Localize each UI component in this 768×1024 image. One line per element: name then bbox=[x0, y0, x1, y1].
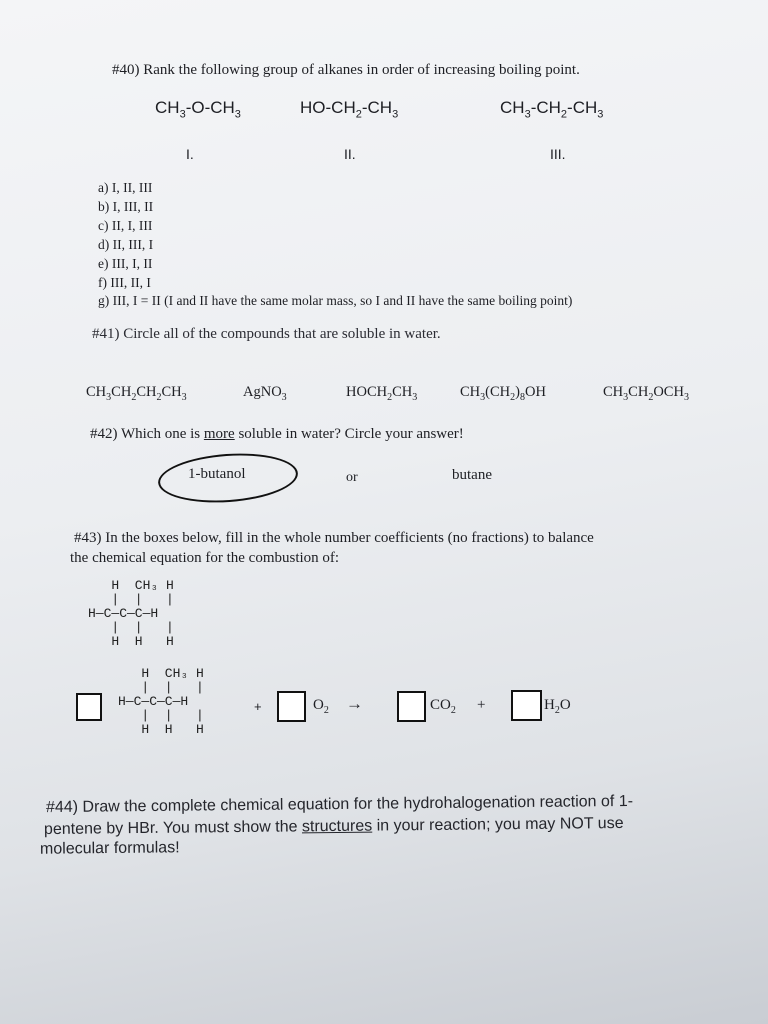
q41-compound-ether[interactable]: $CH_3CH_2OCH_3$ bbox=[603, 384, 689, 403]
coefficient-box-o2[interactable] bbox=[277, 691, 306, 722]
q41-prompt: #41) Circle all of the compounds that are soluble in water. bbox=[92, 326, 441, 342]
isobutane-structure-1: H CH₃ H | | | H—C—C—C—H | | | H H H bbox=[88, 578, 174, 649]
q44-line1: #44) Draw the complete chemical equation for the hydrohalogenation reaction of 1- bbox=[45, 792, 634, 817]
q42-choice-1-butanol[interactable]: 1-butanol bbox=[188, 466, 246, 482]
q43-prompt-line1: #43) In the boxes below, fill in the whole number coefficients (no fractions) to balance bbox=[74, 530, 594, 546]
q44-line2: pentene by HBr. You must show the structures in your reaction; you may NOT use bbox=[43, 814, 624, 839]
q43-prompt-line2: the chemical equation for the combustion of: bbox=[70, 550, 340, 566]
q40-compound-1: $CH_3-O-CH_3$ bbox=[155, 98, 241, 121]
q40-option-e[interactable]: e) III, I, II bbox=[98, 256, 153, 271]
q40-compound-2: $HO-CH_2-CH_3$ bbox=[300, 98, 399, 121]
plus-sign-1: + bbox=[254, 699, 262, 714]
q41-compound-ethanol[interactable]: $HOCH_2CH_3$ bbox=[346, 384, 418, 403]
plus-sign-2: + bbox=[477, 697, 486, 713]
q40-option-g[interactable]: g) III, I = II (I and II have the same molar mass, so I and II have the same boiling point) bbox=[98, 293, 573, 308]
q40-option-a[interactable]: a) I, II, III bbox=[98, 180, 153, 195]
o2-label: $O_2$ bbox=[313, 697, 329, 716]
q44-line3: molecular formulas! bbox=[39, 839, 180, 858]
q40-compound-3: $CH_3-CH_2-CH_3$ bbox=[500, 98, 604, 121]
q42-prompt: #42) Which one is more soluble in water? Circle your answer! bbox=[90, 426, 464, 442]
q41-compound-butane[interactable]: $CH_3CH_2CH_2CH_3$ bbox=[86, 384, 187, 403]
q40-numeral-3: III. bbox=[550, 146, 566, 162]
q40-option-f[interactable]: f) III, II, I bbox=[98, 275, 151, 290]
coefficient-box-isobutane[interactable] bbox=[76, 693, 102, 721]
isobutane-structure-2: H CH₃ H | | | H—C—C—C—H | | | H H H bbox=[118, 666, 204, 737]
q41-compound-agno3[interactable]: AgNO$_3$ bbox=[243, 384, 287, 403]
h2o-label: $H_2O$ bbox=[544, 697, 571, 716]
q40-option-c[interactable]: c) II, I, III bbox=[98, 218, 153, 233]
q42-choice-butane[interactable]: butane bbox=[452, 467, 492, 483]
q41-compound-nonanol[interactable]: $CH_3(CH_2)_8OH$ bbox=[460, 384, 546, 403]
q42-or: or bbox=[346, 470, 358, 485]
q40-prompt: #40) Rank the following group of alkanes in order of increasing boiling point. bbox=[112, 62, 580, 78]
coefficient-box-h2o[interactable] bbox=[511, 690, 542, 721]
co2-label: $CO_2$ bbox=[430, 697, 456, 716]
reaction-arrow: → bbox=[346, 694, 363, 713]
q40-option-d[interactable]: d) II, III, I bbox=[98, 237, 154, 252]
q40-numeral-2: II. bbox=[344, 146, 356, 162]
coefficient-box-co2[interactable] bbox=[397, 691, 426, 722]
q40-numeral-1: I. bbox=[186, 146, 194, 162]
q40-option-b[interactable]: b) I, III, II bbox=[98, 199, 154, 214]
